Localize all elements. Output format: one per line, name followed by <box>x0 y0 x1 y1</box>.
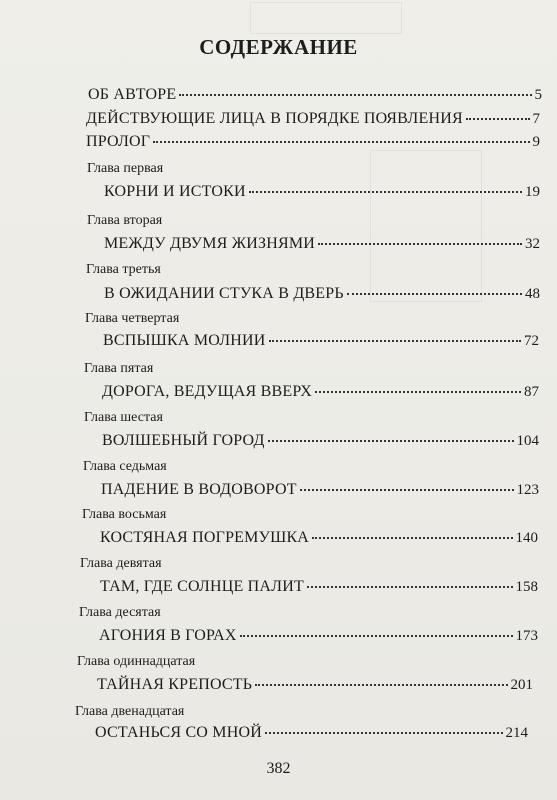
toc-entry-chapter-3[interactable] <box>104 285 540 303</box>
toc-entry-title: ВСПЫШКА МОЛНИИ <box>103 332 266 349</box>
leader-dots <box>240 635 513 637</box>
leader-dots <box>307 586 513 588</box>
toc-entry-page: 140 <box>515 530 538 546</box>
toc-entry-page: 123 <box>516 482 539 498</box>
leader-dots <box>265 732 503 734</box>
toc-heading: СОДЕРЖАНИЕ <box>199 35 358 59</box>
toc-entry-page: 201 <box>510 677 533 693</box>
toc-entry-page: 7 <box>532 111 540 127</box>
toc-entry-title: ПАДЕНИЕ В ВОДОВОРОТ <box>101 481 297 498</box>
toc-entry-title: АГОНИЯ В ГОРАХ <box>99 627 237 644</box>
chapter-label: Глава шестая <box>84 410 163 425</box>
toc-entry-page: 48 <box>525 286 540 302</box>
chapter-label: Глава вторая <box>87 213 163 228</box>
toc-entry-characters[interactable] <box>86 110 540 128</box>
toc-entry-page: 5 <box>534 87 542 103</box>
toc-entry-chapter-5[interactable] <box>102 383 539 401</box>
toc-entry-title: ОСТАНЬСЯ СО МНОЙ <box>95 724 262 741</box>
toc-entry-chapter-6[interactable] <box>102 432 539 450</box>
toc-entry-page: 87 <box>524 384 539 400</box>
leader-dots <box>347 293 522 295</box>
leader-dots <box>269 340 521 342</box>
chapter-label: Глава первая <box>87 161 164 176</box>
leader-dots <box>318 243 522 245</box>
leader-dots <box>179 94 531 96</box>
leader-dots <box>466 118 530 120</box>
toc-entry-chapter-8[interactable] <box>100 529 538 547</box>
chapter-label: Глава одиннадцатая <box>77 654 196 669</box>
toc-entry-about-author[interactable] <box>88 86 542 104</box>
chapter-label: Глава десятая <box>79 605 161 620</box>
chapter-label: Глава девятая <box>80 556 162 571</box>
toc-entry-title: КОРНИ И ИСТОКИ <box>104 183 246 200</box>
toc-entry-chapter-1[interactable] <box>104 183 540 201</box>
toc-entry-page: 9 <box>532 134 540 150</box>
toc-entry-page: 104 <box>516 433 539 449</box>
leader-dots <box>268 440 514 442</box>
toc-entry-chapter-4[interactable] <box>103 332 539 350</box>
leader-dots <box>255 684 507 686</box>
toc-entry-chapter-7[interactable] <box>101 481 539 499</box>
toc-entry-title: ТАЙНАЯ КРЕПОСТЬ <box>97 676 253 693</box>
leader-dots <box>249 191 522 193</box>
toc-entry-page: 158 <box>515 579 538 595</box>
toc-entry-page: 19 <box>525 184 540 200</box>
chapter-label: Глава четвертая <box>85 311 180 326</box>
toc-entry-page: 72 <box>524 333 539 349</box>
chapter-label: Глава третья <box>86 262 161 277</box>
toc-entry-title: МЕЖДУ ДВУМЯ ЖИЗНЯМИ <box>104 235 316 252</box>
chapter-label: Глава восьмая <box>82 507 167 522</box>
chapter-label: Глава пятая <box>84 361 154 376</box>
chapter-label: Глава двенадцатая <box>75 704 185 719</box>
leader-dots <box>300 489 514 491</box>
leader-dots <box>312 537 512 539</box>
chapter-label: Глава седьмая <box>83 459 167 474</box>
page-number: 382 <box>266 760 291 777</box>
leader-dots <box>153 141 529 143</box>
toc-entry-chapter-2[interactable] <box>104 235 540 253</box>
toc-entry-title: ОБ АВТОРЕ <box>88 86 177 103</box>
toc-entry-title: ВОЛШЕБНЫЙ ГОРОД <box>102 432 265 449</box>
toc-entry-title: КОСТЯНАЯ ПОГРЕМУШКА <box>100 529 310 546</box>
toc-entry-chapter-12[interactable] <box>95 724 528 742</box>
toc-entry-prologue[interactable] <box>86 133 540 151</box>
toc-entry-title: ДЕЙСТВУЮЩИЕ ЛИЦА В ПОРЯДКЕ ПОЯВЛЕНИЯ <box>86 110 463 127</box>
toc-entry-chapter-11[interactable] <box>97 676 533 694</box>
toc-entry-title: ДОРОГА, ВЕДУЩАЯ ВВЕРХ <box>102 383 313 400</box>
toc-entry-chapter-9[interactable] <box>100 578 538 596</box>
leader-dots <box>315 391 521 393</box>
toc-entry-chapter-10[interactable] <box>99 627 538 645</box>
toc-entry-page: 32 <box>525 236 540 252</box>
toc-entry-title: ТАМ, ГДЕ СОЛНЦЕ ПАЛИТ <box>100 578 304 595</box>
toc-entry-page: 173 <box>515 628 538 644</box>
toc-entry-title: ПРОЛОГ <box>86 133 151 150</box>
toc-entry-title: В ОЖИДАНИИ СТУКА В ДВЕРЬ <box>104 285 344 302</box>
toc-entry-page: 214 <box>505 725 528 741</box>
